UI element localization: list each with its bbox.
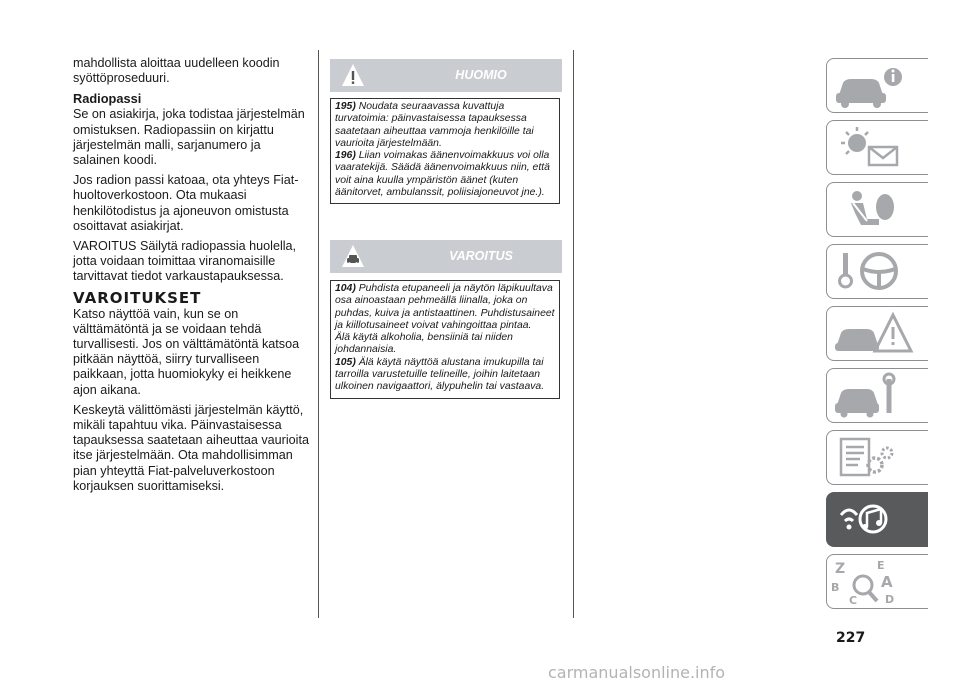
radiopassi-paragraph-1: Se on asiakirja, joka todistaa järjestelmän omistuksen. Radiopassiin on kirjattu järjestelmän malli, sarjanumero ja salainen koodi. [73,107,305,168]
car-warning-icon [340,243,366,269]
tab-warning-lights[interactable] [826,120,928,175]
tab-safety[interactable] [826,182,928,237]
huomio-header [330,59,562,92]
tab-emergency[interactable] [826,306,928,361]
index-letter: D [885,593,895,606]
multimedia-music-icon [827,493,927,546]
heading-radiopassi: Radiopassi [73,91,142,107]
tab-maintenance[interactable] [826,368,928,423]
watermark: carmanualsonline.info [548,663,726,682]
varoitukset-paragraph-1: Katso näyttöä vain, kun se on välttämätöntä ja se voidaan tehdä turvallisesti. Jos on välttämätöntä katsoa pitkään näyttöä, siirry turvalliseen paikkaan, jotta huomiokyky ei heikkene ajon aikana. [73,306,300,397]
warning-lights-message-icon [827,121,927,174]
varoitus-header [330,240,562,273]
index-letter: C [849,594,858,607]
index-letter: B [831,581,840,594]
column-divider-left [318,50,319,618]
index-alphabet-icon [827,555,927,608]
huomio-item-text: Noudata seuraavassa kuvattuja turvatoimia: päinvastaisessa tapauksessa saatetaan aiheuttaa vammoja henkilöille tai vaurioita järjestelmään. [335,101,534,149]
varoitus-body [330,280,560,399]
varoitus-item-text: Puhdista etupaneeli ja näytön läpikuultava osa ainoastaan pehmeällä liinalla, joka on puhdas, kuiva ja antistaattinen. Puhdistusaineet ja kiillotusaineet voivat vahingoittaa pintaa. [335,283,555,331]
varoitus-item-extra: Älä käytä alkoholia, bensiiniä tai niiden johdannaisia. [335,332,513,356]
huomio-item-number: 196) [335,150,356,162]
huomio-body [330,98,560,204]
index-letter: E [877,559,885,572]
index-letter: A [881,573,893,591]
car-maintenance-wrench-icon [827,369,927,422]
tab-technical-data[interactable] [826,430,928,485]
varoitus-item [335,283,555,332]
varoitus-item-text: Älä käytä näyttöä alustana imukupilla tai tarroilla varustetuille telineille, joihin laitetaan ulkoinen navigaattori, älypuhelin tai vastaava. [335,356,545,393]
car-info-icon [827,59,927,112]
page-number: 227 [836,630,866,646]
chapter-tabs [826,58,928,616]
key-steering-wheel-icon [827,245,927,298]
radiopassi-paragraph-3: VAROITUS Säilytä radiopassia huolella, jotta voidaan toimittaa viranomaisille tarvittavat tiedot varkaustapauksessa. [73,239,297,284]
varoitus-item-number: 104) [335,283,356,294]
column-divider-right [573,50,574,618]
varoitukset-paragraph-2: Keskeytä välittömästi järjestelmän käyttö, mikäli tapahtuu vika. Päinvastaisessa tapauksessa saatetaan aiheuttaa vaurioita itse järjestelmään. Ota mahdollisimman pian yhteyttä Fiat-palveluverkostoon korjauksen suorittamiseksi. [73,402,309,493]
attention-icon [340,62,366,88]
technical-data-gears-icon [827,431,927,484]
varoitus-item-number: 105) [335,356,356,368]
car-breakdown-warning-icon [827,307,927,360]
huomio-title: HUOMIO [455,68,507,82]
left-column [73,56,309,499]
huomio-item [335,101,555,150]
seat-airbag-icon [827,183,927,236]
varoitus-item [335,357,555,394]
huomio-item [335,150,555,199]
huomio-item-number: 195) [335,101,356,112]
intro-paragraph: mahdollista aloittaa uudelleen koodin syöttöproseduuri. [73,56,280,86]
radiopassi-paragraph-2: Jos radion passi katoaa, ota yhteys Fiat-huoltoverkostoon. Ota mukaasi henkilötodistus ja ajoneuvon omistusta osoittavat asiakirjat. [73,173,299,233]
index-letter: Z [835,561,846,577]
tab-starting-driving[interactable] [826,244,928,299]
tab-car-info[interactable] [826,58,928,113]
huomio-item-text: Liian voimakas äänenvoimakkuus voi olla vaaratekijä. Säädä äänenvoimakkuus niin, että voit aina kuulla ympäristön äänet (kuten äänitorvet, ambulanssit, poliisiajoneuvot jne.). [335,150,550,199]
tab-index[interactable] [826,554,928,609]
varoitus-title: VAROITUS [449,249,513,263]
tab-multimedia[interactable] [826,492,928,547]
heading-varoitukset: VAROITUKSET [73,288,202,307]
